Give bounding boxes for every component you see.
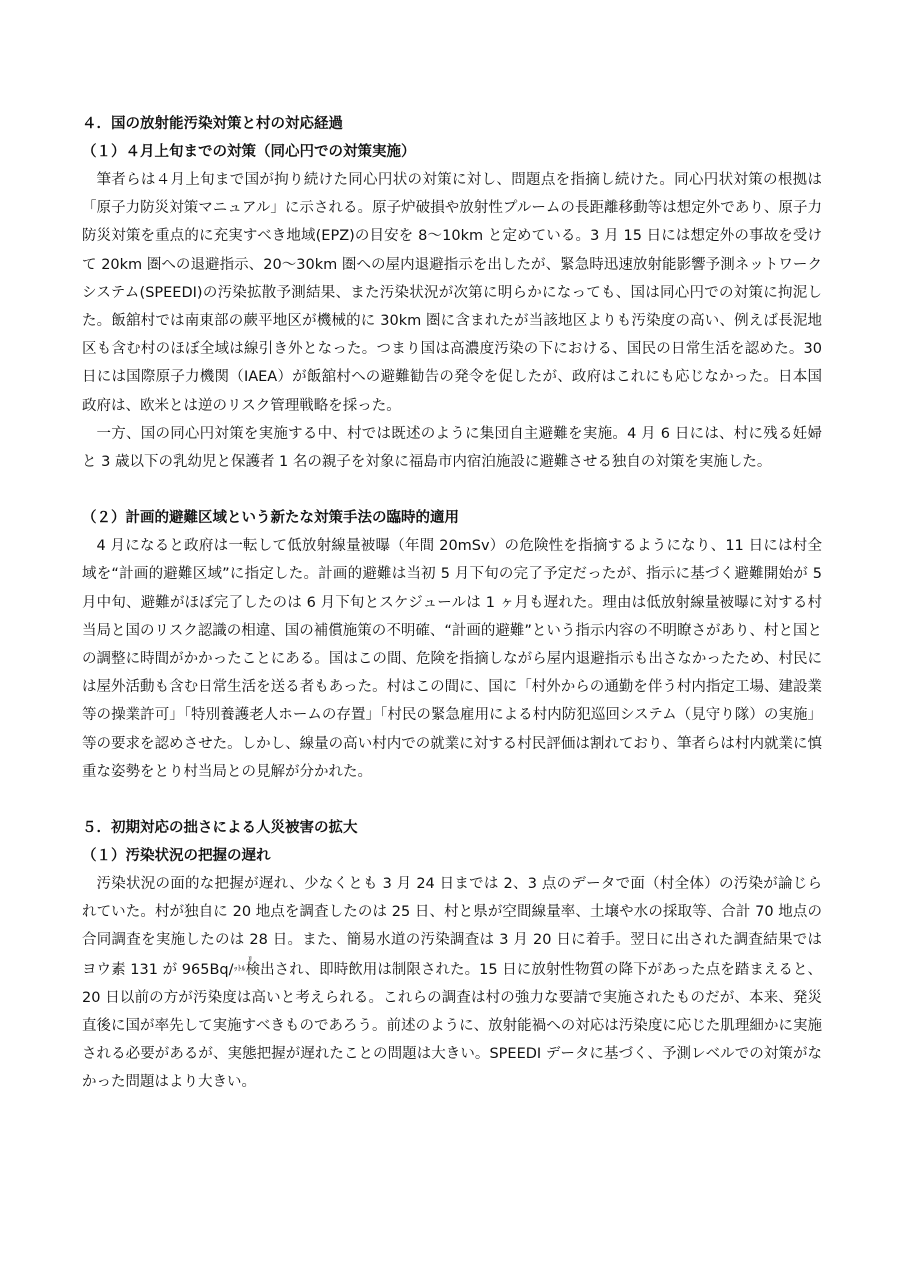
section-4-2-title: （２）計画的避難区域という新たな対策手法の臨時的適用 — [82, 510, 459, 527]
section-5-title: ５．初期対応の拙さによる人災被害の拡大 — [82, 820, 358, 837]
section-4-1-paragraph-2: 一方、国の同心円対策を実施する中、村では既述のように集団自主避難を実施。4 月 6 日には、村に残る妊婦と 3 歳以下の乳幼児と保護者 1 名の親子を対象に福島市内宿泊施設に避難させる独自の対策を実施した。 — [82, 425, 822, 471]
paragraph-text-before-unit: 汚染状況の面的な把握が遅れ、少なくとも 3 月 24 日までは 2、3 点のデータで面（村全体）の汚染が論じられていた。村が独自に 20 地点を調査したのは 25 日、村と県が空間線量率、土壌や水の採取等、合計 70 地点の合同調査を実施したのは 28 日。また、簡易水道の汚染調査は 3 月 20 日に着手。翌日に出された調査結果ではヨウ素 131 が 965Bq/ — [82, 876, 822, 978]
section-4-1-title: （１）４月上旬までの対策（同心円での対策実施） — [82, 144, 416, 160]
spacer — [82, 476, 822, 504]
section-4-2-paragraph-1: 4 月になると政府は一転して低放射線量被曝（年間 20mSv）の危険性を指摘するようになり、11 日には村全域を“計画的避難区域”に指定した。計画的避難は当初 5 月下旬の完了予定だったが、指示に基づく避難開始が 5 月中旬、避難がほぼ完了したのは 6 月下旬とスケジュールは 1 ヶ月も遅れた。理由は低放射線量被曝に対する村当局と国のリスク認識の相違、国の補償施策の不明確、“計画的避難”という指示内容の不明瞭さがあり、村と国との調整に時間がかかったことにある。国はこの間、危険を指摘しながら屋内退避指示も出さなかったため、村民には屋外活動も含む日常生活を送る者もあった。村はこの間に、国に「村外からの通勤を伴う村内指定工場、建設業等の操業許可」「特別養護老人ホームの存置」「村民の緊急雇用による村内防犯巡回システム（見守り隊）の実施」等の要求を認めさせた。しかし、線量の高い村内での就業に対する村民評価は割れており、筆者らは村内就業に慎重な姿勢をとり村当局との見解が分かれた。 — [82, 538, 822, 780]
section-5-1-paragraph-1 — [82, 870, 822, 1097]
litre-unit: ﾘｯﾄﾙ — [233, 954, 253, 973]
document-body — [82, 110, 822, 1097]
section-5-1-title: （１）汚染状況の把握の遅れ — [82, 848, 271, 865]
section-4-title: ４．国の放射能汚染対策と村の対応経過 — [82, 116, 343, 132]
paragraph-text-after-unit: 検出され、即時飲用は制限された。15 日に放射性物質の降下があった点を踏まえると、20 日以前の方が汚染度は高いと考えられる。これらの調査は村の強力な要請で実施されたものだが、本来、発災直後に国が率先して実施すべきものであろう。前述のように、放射能禍への対応は汚染度に応じた肌理細かに実施される必要があるが、実態把握が遅れたことの問題は大きい。SPEEDI データに基づく、予測レベルでの対策がなかった問題はより大きい。 — [82, 961, 822, 1091]
spacer — [82, 786, 822, 814]
section-4-1-paragraph-1: 筆者らは４月上旬まで国が拘り続けた同心円状の対策に対し、問題点を指摘し続けた。同心円状対策の根拠は「原子力防災対策マニュアル」に示される。原子炉破損や放射性プルームの長距離移動等は想定外であり、原子力防災対策を重点的に充実すべき地域(EPZ)の目安を 8〜10km と定めている。3 月 15 日には想定外の事故を受けて 20km 圏への退避指示、20〜30km 圏への屋内退避指示を出したが、緊急時迅速放射能影響予測ネットワークシステム(SPEEDI)の汚染拡散予測結果、また汚染状況が次第に明らかになっても、国は同心円での対策に拘泥した。飯舘村では南東部の蕨平地区が機械的に 30km 圏に含まれたが当該地区よりも汚染度の高い、例えば長泥地区も含む村のほぼ全域は線引き外となった。つまり国は高濃度汚染の下における、国民の日常生活を認めた。30 日には国際原子力機関（IAEA）が飯舘村への避難勧告の発令を促したが、政府はこれにも応じなかった。日本国政府は、欧米とは逆のリスク管理戦略を採った。 — [82, 172, 822, 414]
